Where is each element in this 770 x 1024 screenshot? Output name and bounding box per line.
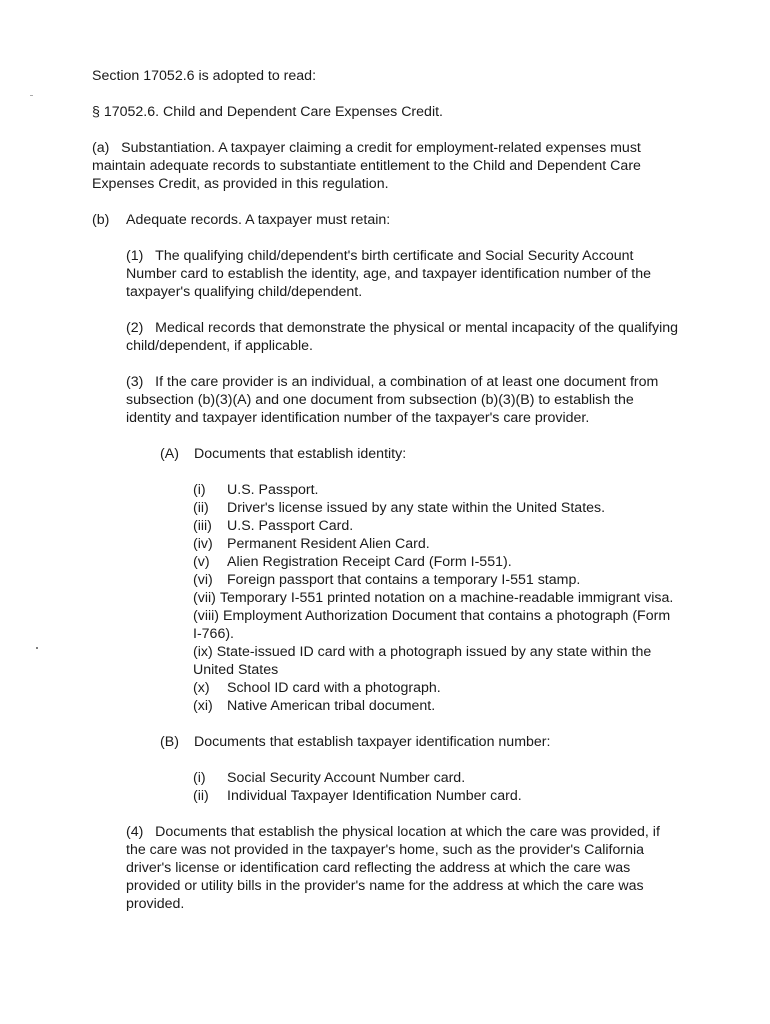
list-item-text: Alien Registration Receipt Card (Form I-551).: [227, 554, 512, 570]
subsection-4-text: Documents that establish the physical location at which the care was provided, if the care was not provided in the taxpayer's home, such as the provider's California driver's license or identification card reflecting the address at which the care was provided or utility bills in the provider's name for the address at which the care was provided.: [126, 824, 660, 912]
list-item-text: School ID card with a photograph.: [227, 680, 441, 696]
list-item-text: Driver's license issued by any state within the United States.: [227, 500, 606, 516]
list-item-number: (vii): [193, 590, 216, 606]
subsection-2: [92, 319, 680, 355]
list-item-number: (vi): [193, 572, 213, 588]
list-item-text: Foreign passport that contains a temporary I-551 stamp.: [227, 572, 581, 588]
list-item-number: (ii): [193, 500, 209, 516]
list-item: [193, 643, 680, 679]
intro-line: Section 17052.6 is adopted to read:: [92, 68, 317, 84]
list-item-number: (i): [193, 482, 206, 498]
list-item-text: Social Security Account Number card.: [227, 770, 466, 786]
scan-speck: [36, 647, 38, 649]
list-item-number: (xi): [193, 698, 213, 714]
list-item-number: (v): [193, 554, 210, 570]
scan-speck: [30, 95, 33, 96]
list-item: [193, 607, 680, 643]
list-item: [193, 481, 680, 499]
list-item-text: Permanent Resident Alien Card.: [227, 536, 430, 552]
subsection-4-label: (4): [126, 824, 144, 840]
subsection-3b-text: Documents that establish taxpayer identification number:: [194, 734, 551, 750]
subsection-3b: [92, 733, 680, 751]
list-item-number: (iii): [193, 518, 212, 534]
subsection-2-label: (2): [126, 320, 144, 336]
subsection-3a-label: (A): [160, 446, 179, 462]
subsection-1-label: (1): [126, 248, 144, 264]
list-item-number: (viii): [193, 608, 219, 624]
list-item-number: (ix): [193, 644, 213, 660]
list-item: [193, 697, 680, 715]
list-item: [193, 589, 680, 607]
list-item: [193, 535, 680, 553]
list-item-number: (x): [193, 680, 210, 696]
paragraph-b-label: (b): [92, 212, 110, 228]
list-item-number: (ii): [193, 788, 209, 804]
list-item-text: Temporary I-551 printed notation on a machine-readable immigrant visa.: [219, 590, 674, 606]
list-item: [193, 517, 680, 535]
subsection-3-label: (3): [126, 374, 144, 390]
paragraph-b-text: Adequate records. A taxpayer must retain:: [126, 212, 391, 228]
subsection-4: [92, 823, 680, 913]
list-item-text: Employment Authorization Document that contains a photograph (Form I-766).: [193, 608, 671, 642]
identity-documents-list: [92, 481, 680, 715]
list-item-text: U.S. Passport Card.: [227, 518, 354, 534]
list-item-number: (iv): [193, 536, 213, 552]
subsection-3-text: If the care provider is an individual, a combination of at least one document from subsection (b)(3)(A) and one document from subsection (b)(3)(B) to establish the identity and taxpayer identification number of the taxpayer's care provider.: [126, 374, 659, 426]
list-item: [193, 553, 680, 571]
subsection-3a-text: Documents that establish identity:: [194, 446, 407, 462]
list-item-text: U.S. Passport.: [227, 482, 319, 498]
subsection-1: [92, 247, 680, 301]
paragraph-a: [92, 139, 680, 193]
subsection-2-text: Medical records that demonstrate the physical or mental incapacity of the qualifying child/dependent, if applicable.: [126, 320, 679, 354]
subsection-1-text: The qualifying child/dependent's birth certificate and Social Security Account Number card to establish the identity, age, and taxpayer identification number of the taxpayer's qualifying child/dependent.: [126, 248, 651, 300]
list-item: [193, 769, 680, 787]
paragraph-b: [92, 211, 680, 229]
list-item-text: State-issued ID card with a photograph issued by any state within the United States: [193, 644, 652, 678]
list-item: [193, 499, 680, 517]
paragraph-a-text: Substantiation. A taxpayer claiming a credit for employment-related expenses must maintain adequate records to substantiate entitlement to the Child and Dependent Care Expenses Credit, as provided in this regulation.: [92, 140, 641, 192]
section-title: § 17052.6. Child and Dependent Care Expenses Credit.: [92, 104, 443, 120]
list-item: [193, 787, 680, 805]
list-item: [193, 571, 680, 589]
tin-documents-list: [92, 769, 680, 805]
subsection-3: [92, 373, 680, 427]
subsection-3a: [92, 445, 680, 463]
list-item-text: Native American tribal document.: [227, 698, 436, 714]
subsection-3b-label: (B): [160, 734, 179, 750]
paragraph-a-label: (a): [92, 140, 110, 156]
list-item: [193, 679, 680, 697]
list-item-number: (i): [193, 770, 206, 786]
list-item-text: Individual Taxpayer Identification Number card.: [227, 788, 522, 804]
